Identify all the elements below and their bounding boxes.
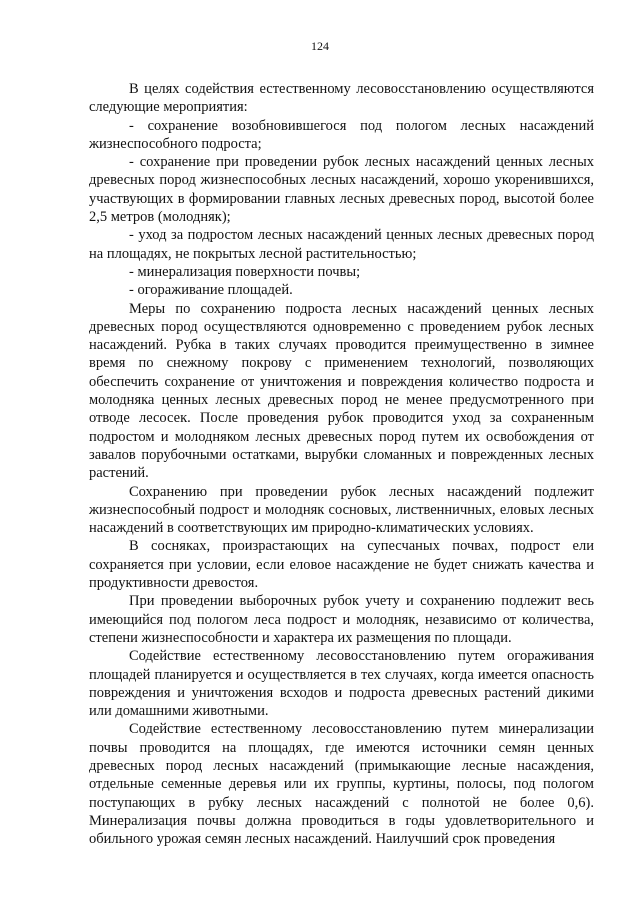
list-item: - сохранение при проведении рубок лесных насаждений ценных лесных древесных пород жизнеспособных лесных насаждений, хорошо укоренившихся, участвующих в формировании главных лесных древесных пород, высотой более 2,5 метров (молодняк);	[89, 154, 594, 226]
paragraph-intro: В целях содействия естественному лесовосстановлению осуществляются следующие мероприятия:	[89, 81, 594, 116]
list-item: - огораживание площадей.	[129, 282, 293, 299]
paragraph: Содействие естественному лесовосстановлению путем огораживания площадей планируется и осуществляется в тех случаях, когда имеется опасность повреждения и уничтожения всходов и подроста древесных растений дикими или домашними животными.	[89, 648, 594, 720]
paragraph: Содействие естественному лесовосстановлению путем минерализации почвы проводится на площадях, где имеются источники семян ценных древесных пород лесных насаждений (примыкающие лесные насаждения, отдельные семенные деревья или их группы, куртины, полосы, под пологом поступающих в рубку лесных насаждений с полнотой не более 0,6). Минерализация почвы должна проводиться в годы удовлетворительного и обильного урожая семян лесных насаждений. Наилучший срок проведения	[89, 721, 594, 848]
paragraph: При проведении выборочных рубок учету и сохранению подлежит весь имеющийся под пологом леса подрост и молодняк, независимо от количества, степени жизнеспособности и характера их размещения по площади.	[89, 593, 594, 646]
document-body	[89, 80, 594, 848]
paragraph: В сосняках, произрастающих на супесчаных почвах, подрост ели сохраняется при условии, если еловое насаждение не будет снижать качества и продуктивности древостоя.	[89, 538, 594, 592]
list-item: - сохранение возобновившегося под пологом лесных насаждений жизнеспособного подроста;	[89, 117, 594, 152]
paragraph: Меры по сохранению подроста лесных насаждений ценных лесных древесных пород осуществляются одновременно с проведением рубок лесных насаждений. Рубка в таких случаях проводится преимущественно в зимнее время по снежному покрову с применением технологий, позволяющих обеспечить сохранение от уничтожения и повреждения количество подроста и молодняка ценных лесных древесных пород не менее предусмотренного при отводе лесосек. После проведения рубок проводится уход за сохраненным подростом и молодняком лесных древесных пород путем их освобождения от завалов порубочными остатками, вырубки сломанных и поврежденных лесных растений.	[89, 300, 594, 482]
paragraph: Сохранению при проведении рубок лесных насаждений подлежит жизнеспособный подрост и молодняк сосновых, лиственничных, еловых лесных насаждений в соответствующих им природно-климатических условиях.	[89, 483, 594, 537]
page-number: 124	[311, 39, 329, 53]
list-item: - уход за подростом лесных насаждений ценных лесных древесных пород на площадях, не покрытых лесной растительностью;	[89, 227, 594, 262]
list-item: - минерализация поверхности почвы;	[129, 263, 361, 280]
